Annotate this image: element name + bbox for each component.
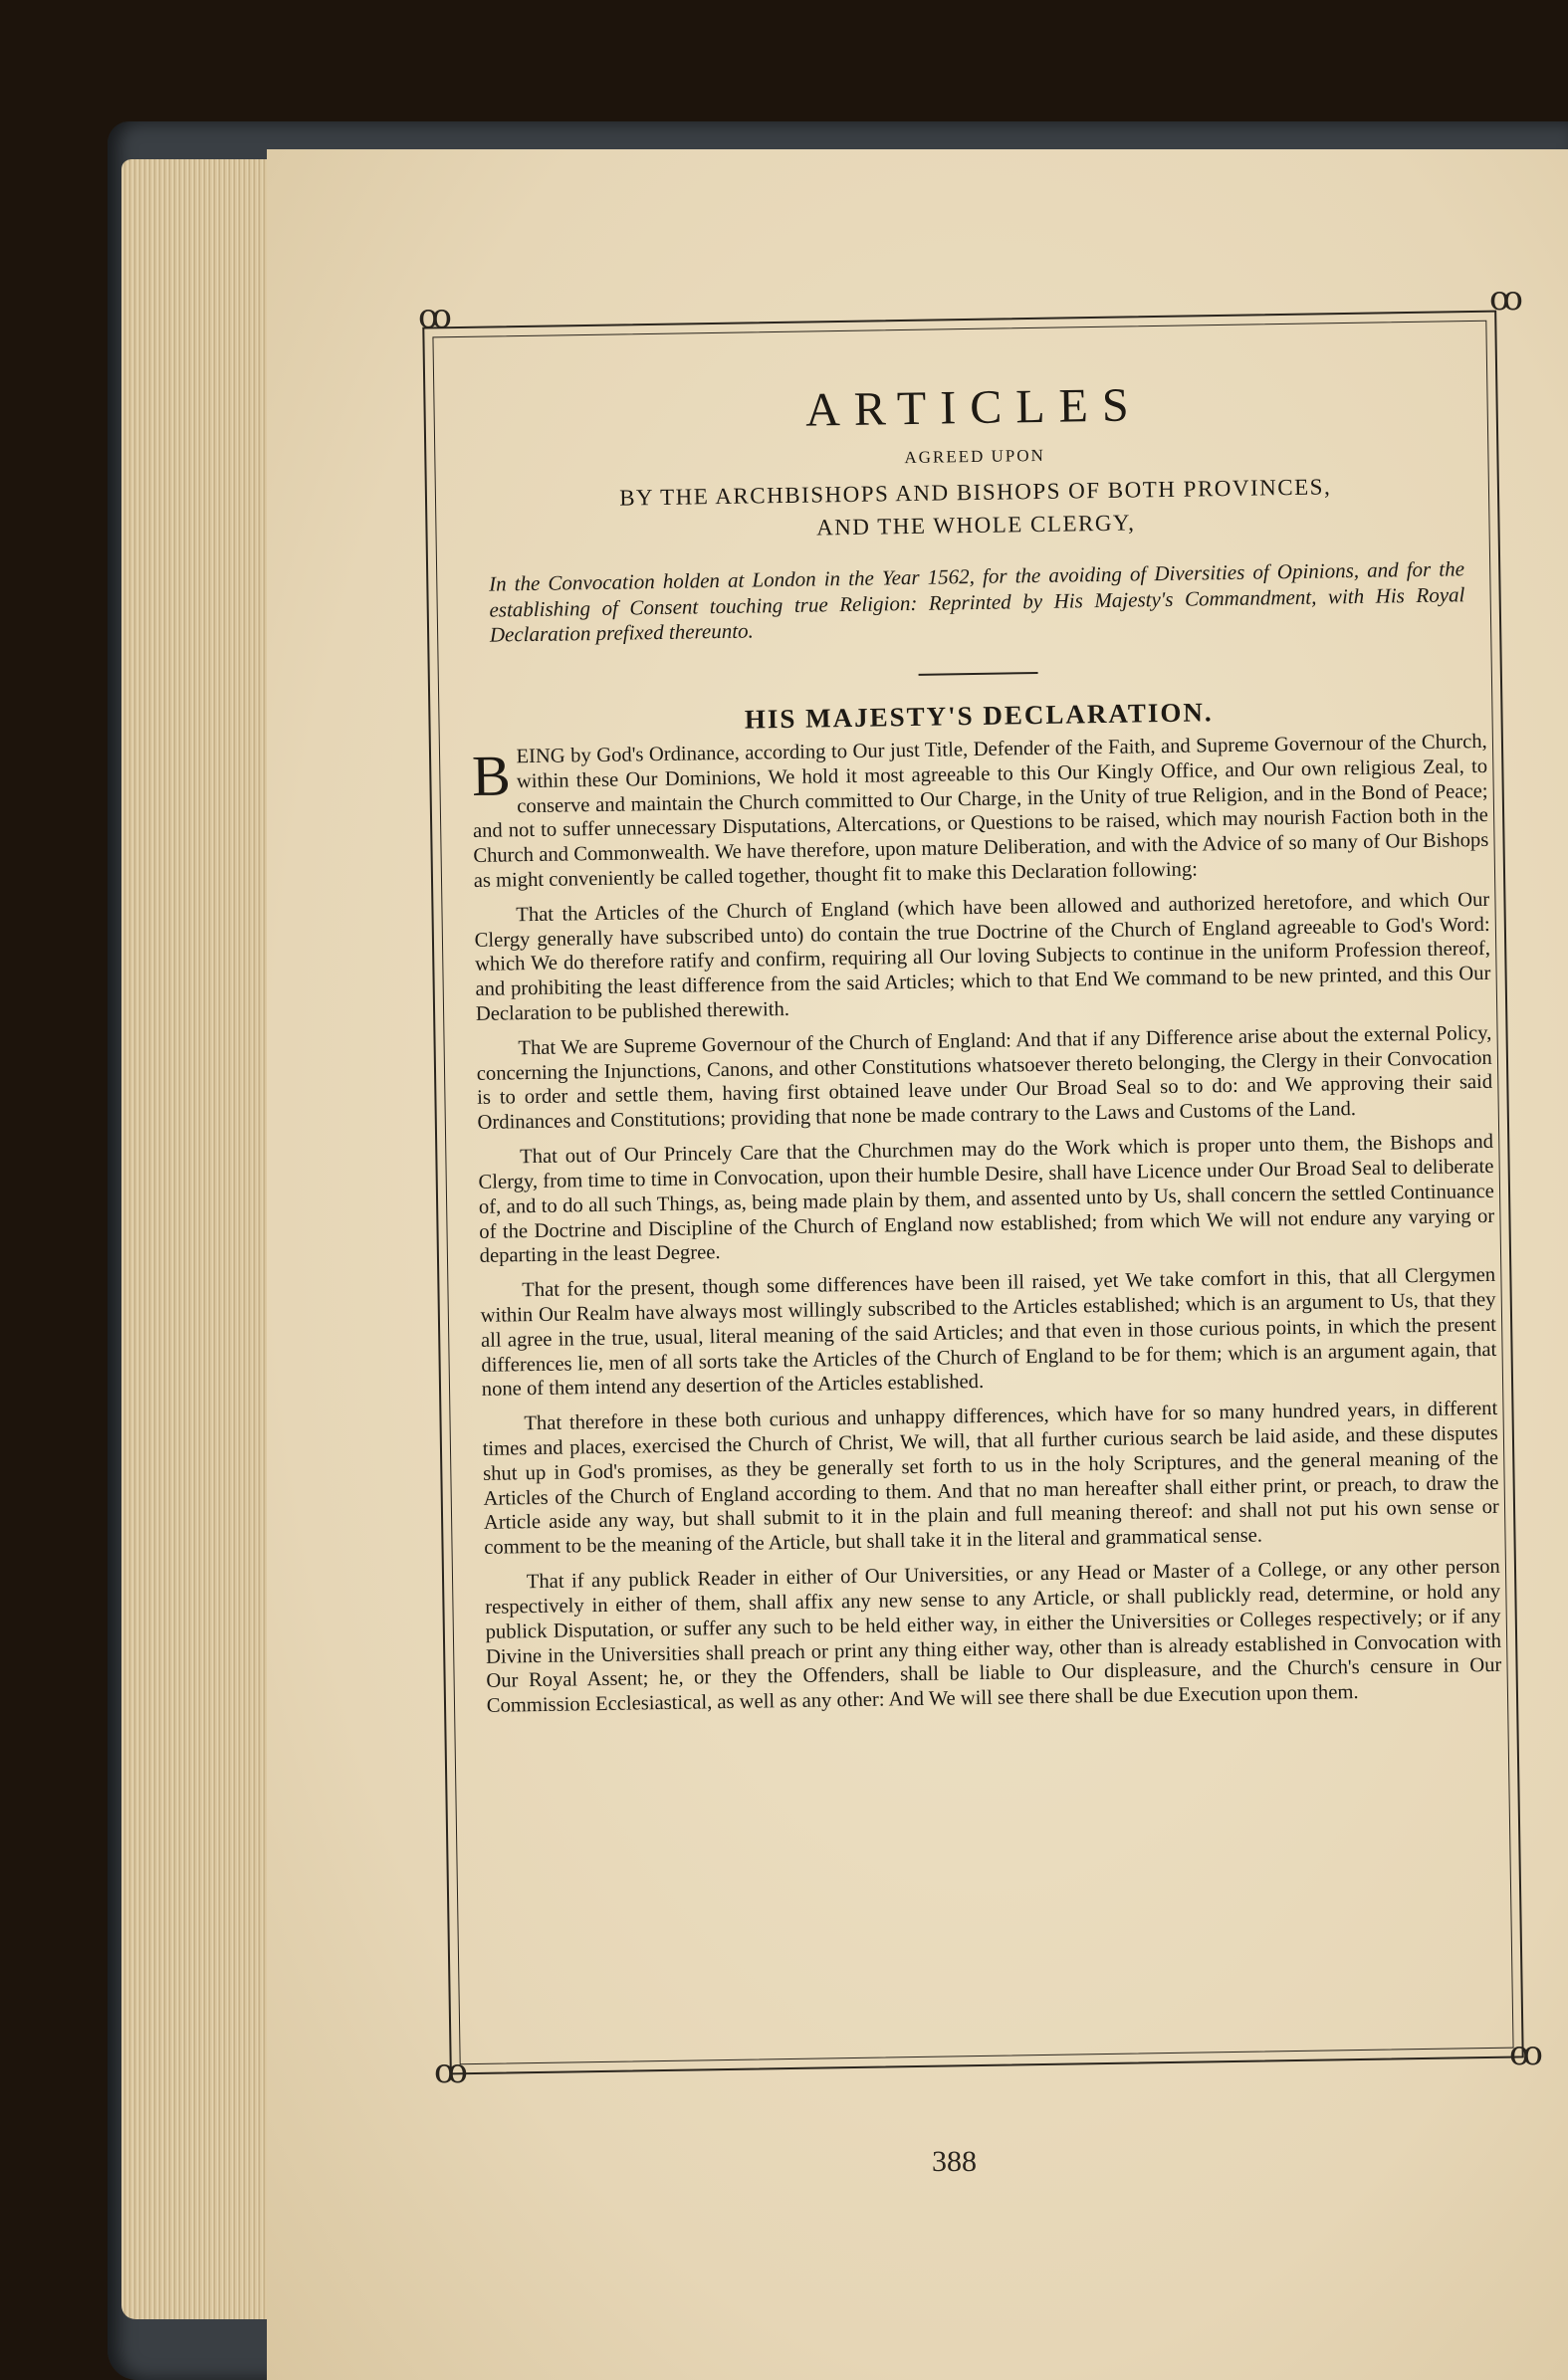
book-page: [267, 149, 1568, 2380]
declaration-paragraph-4: That out of Our Princely Care that the Churchmen may do the Work which is proper unto them, the Bishops and Clergy, from time to time in Convocation, upon their humble Desire, shall have Licence under Our Broad Seal to deliberate of, and to do all such Things, as, being made plain by them, and assented unto by Us, shall concern the settled Continuance of the Doctrine and Discipline of the Church of England now established; from which We will not endure any varying or departing in the least Degree.: [478, 1130, 1495, 1268]
page-title: ARTICLES: [804, 378, 1143, 437]
agreed-upon-line: AGREED UPON: [904, 445, 1046, 468]
corner-ornament-top-right: ꝏ: [1489, 281, 1523, 318]
subtitle-line-1: BY THE ARCHBISHOPS AND BISHOPS OF BOTH PROVINCES,: [619, 474, 1332, 511]
declaration-paragraph-2: That the Articles of the Church of England (which have been allowed and authorized heretofore, and which Our Clergy generally have subscribed unto) do contain the true Doctrine of the Church of England agreeable to God's Word: which We do therefore ratify and confirm, requiring all Our loving Subjects to continue in the uniform Profession thereof, and prohibiting the least difference from the said Articles; which to that End We command to be new printed, and this Our Declaration to be published therewith.: [474, 888, 1491, 1025]
declaration-paragraph-6: That therefore in these both curious and unhappy differences, which have for so many hundred years, in different times and places, exercised the Church of Christ, We will, that all further curious search be laid aside, and these disputes shut up in God's promises, as they be generally set forth to us in the holy Scriptures, and the general meaning of the Articles of the Church of England according to them. And that no man hereafter shall either print, or preach, to draw the Article aside any way, but shall submit to it in the plain and full meaning thereof: and shall not put his own sense or comment to be the meaning of the Article, but shall take it in the literal and grammatical sense.: [482, 1398, 1499, 1560]
corner-ornament-bottom-right: ꝏ: [1509, 2036, 1543, 2072]
subtitle-line-2: AND THE WHOLE CLERGY,: [815, 510, 1136, 541]
convocation-note: In the Convocation holden at London in the Year 1562, for the avoiding of Diversities of Opinions, and for the establishing of Consent touching true Religion: Reprinted by His Majesty's Commandment, with His Royal Declaration prefixed thereunto.: [488, 556, 1465, 647]
page-content: [466, 372, 1502, 1729]
declaration-paragraph-1: [472, 730, 1489, 894]
section-divider: [919, 672, 1038, 676]
declaration-paragraph-5: That for the present, though some differences have been ill raised, yet We take comfort in this, that all Clergymen within Our Realm have always most willingly subscribed to the Articles established; which is an argument to Us, that they all agree in the true, usual, literal meaning of the said Articles; and that even in those curious points, in which the present differences lie, men of all sorts take the Articles of the Church of England to be for them; which is an argument again, that none of them intend any desertion of the Articles established.: [480, 1264, 1497, 1402]
drop-cap: B: [471, 743, 512, 808]
declaration-paragraph-7: That if any publick Reader in either of Our Universities, or any Head or Master of a College, or any other person respectively in either of them, shall affix any new sense to any Article, or shall publickly read, determine, or hold any publick Disputation, or suffer any such to be held either way, in either the Universities or Colleges respectively; or if any Divine in the Universities shall preach or print any thing either way, other than is already established in Convocation with Our Royal Assent; he, or they the Offenders, shall be liable to Our displeasure, and the Church's censure in Our Commission Ecclesiastical, as well as any other: And We will see there shall be due Execution upon them.: [485, 1555, 1502, 1718]
paragraph-text: EING by God's Ordinance, according to Our just Title, Defender of the Faith, and Supreme Governour of the Church, within these Our Dominions, We hold it most agreeable to this Our Kingly Office, and Our own religious Zeal, to conserve and maintain the Church committed to Our Charge, in the Unity of true Religion, and in the Bond of Peace; and not to suffer unnecessary Disputations, Altercations, or Questions to be raised, which may nourish Faction both in the Church and Commonwealth. We have therefore, upon mature Deliberation, and with the Advice of so many of Our Bishops as might conveniently be called together, thought fit to make this Declaration following:: [472, 730, 1489, 892]
corner-ornament-bottom-left: ꝏ: [434, 2054, 468, 2090]
page-number: 388: [932, 2145, 977, 2178]
corner-ornament-top-left: ꝏ: [418, 299, 452, 335]
declaration-paragraph-3: That We are Supreme Governour of the Church of England: And that if any Difference arise about the external Policy, concerning the Injunctions, Canons, and other Constitutions whatsoever thereto belonging, the Clergy in their Convocation is to order and settle them, having first obtained leave under Our Broad Seal so to do: and We approving their said Ordinances and Constitutions; providing that none be made contrary to the Laws and Customs of the Land.: [476, 1021, 1493, 1135]
declaration-title: HIS MAJESTY'S DECLARATION.: [744, 697, 1214, 735]
